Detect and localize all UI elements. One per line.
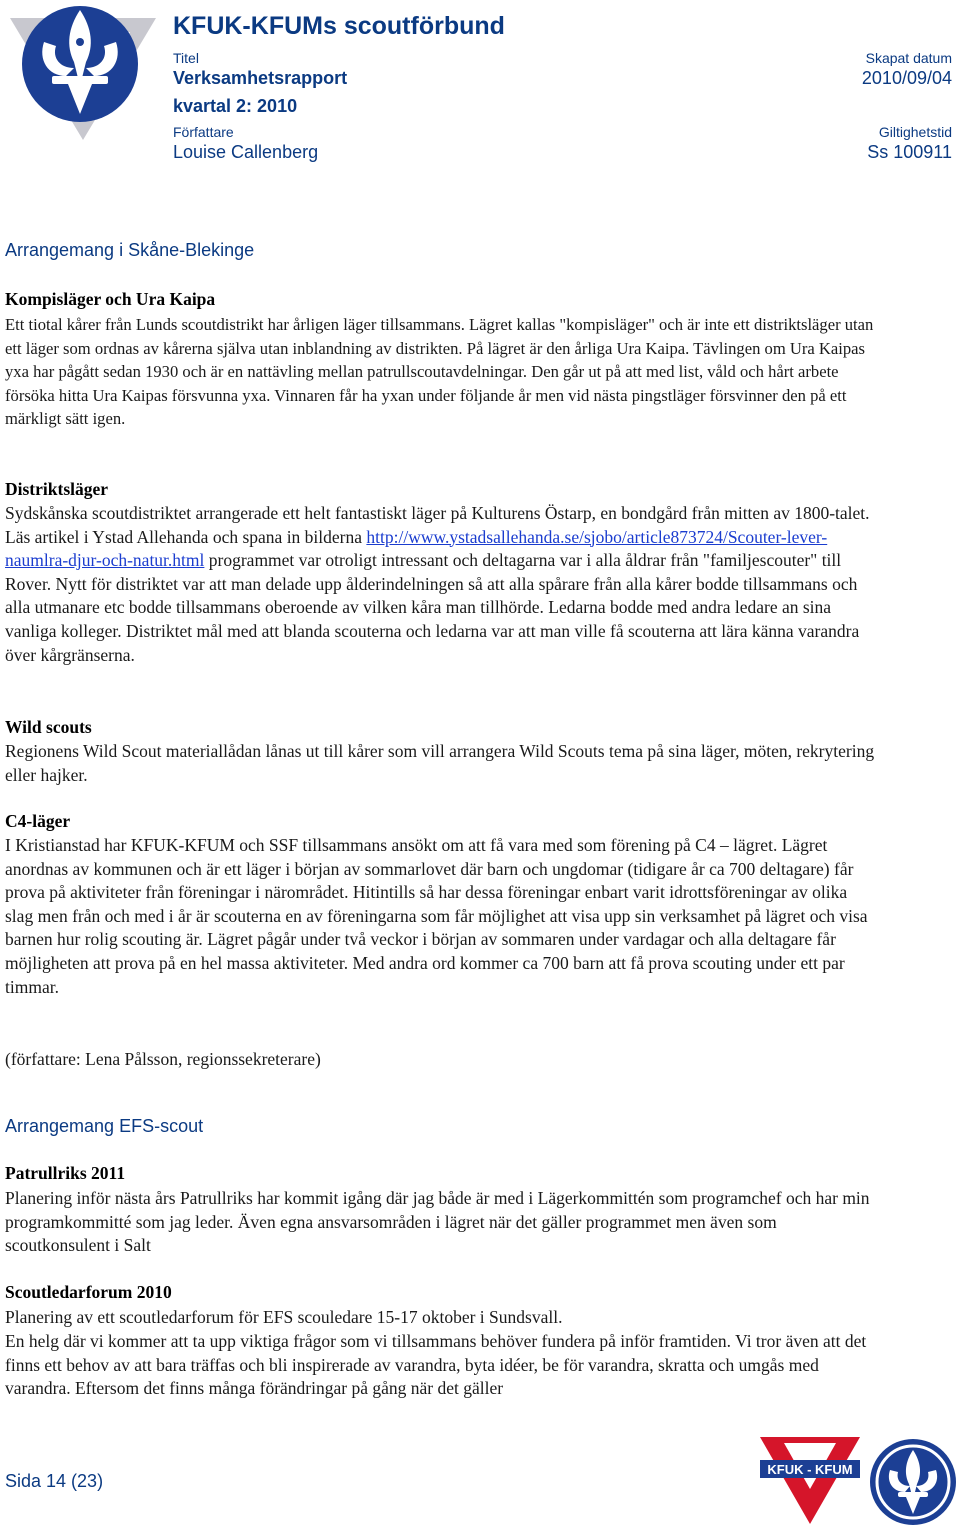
kfuk-kfum-logo-text: KFUK - KFUM — [767, 1462, 853, 1477]
author-value: Louise Callenberg — [173, 142, 319, 162]
heading-kompislager: Kompisläger och Ura Kaipa — [5, 289, 216, 309]
validity-label: Giltighetstid — [878, 124, 952, 140]
section-title-efs-scout: Arrangemang EFS-scout — [5, 1116, 204, 1136]
paragraph-scoutledarforum-details: En helg där vi kommer att ta upp viktiga frågor som vi tillsammans behöver fundera på inför framtiden. Vi tror även att det finns ett behov av att bara träffas och bli inspirerade av varandra, byta idéer, be för varandra, skratta och umgås med varandra. Eftersom det finns många förändringar på gång när det gäller — [5, 1331, 867, 1399]
title-label: Titel — [173, 50, 199, 66]
document-title: Verksamhetsrapport — [173, 68, 348, 88]
heading-c4-lager: C4-läger — [5, 811, 71, 831]
distriktslager-details: programmet var otroligt intressant och deltagarna var i alla åldrar från "familjescouter" till Rover. Nytt för distriktet var att man delade upp ålderindelningen så att alla spårare från alla kårer bodde tillsammans och alla utmanare etc bodde tillsammans oberoende av vilken kåra man tillhörde. Ledarna bodde med andra ledare an sina vanliga kolleger. Distriktet mål med att blanda scouterna och ledarna var att man ville få scouterna att lära känna varandra över kårgränserna. — [5, 550, 860, 665]
heading-wild-scouts: Wild scouts — [5, 717, 92, 737]
author-credit: (författare: Lena Pålsson, regionssekreterare) — [5, 1049, 321, 1069]
heading-distriktslager: Distriktsläger — [5, 479, 109, 499]
author-label: Författare — [173, 124, 234, 140]
paragraph-wild-scouts: Regionens Wild Scout materiallådan lånas ut till kårer som vill arrangera Wild Scouts tema på sina läger, möten, rekrytering eller hajker. — [5, 741, 875, 785]
organization-title: KFUK-KFUMs scoutförbund — [173, 12, 505, 40]
page-number: Sida 14 (23) — [5, 1471, 104, 1491]
ystad-allehanda-link[interactable]: http://www.ystadsallehanda.se/sjobo/article873724/Scouter-lever-naumlra-djur-och-natur.html — [5, 526, 828, 571]
scout-fleur-de-lis-logo — [868, 1438, 958, 1526]
paragraph-patrullriks: Planering inför nästa års Patrullriks har kommit igång där jag både är med i Lägerkommittén som programchef och har min programkommitté som jag leder. Även egna ansvarsområden i lägret när det gäller programmet men även som scoutkonsulent i Salt — [5, 1188, 870, 1256]
created-date-value: 2010/09/04 — [861, 68, 952, 88]
section-title-skane-blekinge: Arrangemang i Skåne-Blekinge — [5, 240, 255, 260]
kfuk-kfum-scout-logo — [8, 2, 158, 142]
paragraph-c4-lager: I Kristianstad har KFUK-KFUM och SSF tillsammans ansökt om att få vara med som förening på C4 – lägret. Lägret anordnas av kommunen och är ett läger i början av sommarlovet där barn och ungdomar (tidigare år ca 700 deltagare) får prova på aktiviteter från föreningar i närområdet. Hitintills så har dessa föreningar enbart varit idrottsföreningar av olika slag men från och med i år är scouterna en av föreningarna som får möjlighet att visa upp sin verksamhet på lägret och visa barnen hur rolig scouting är. Lägret pågår under två veckor i början av sommaren under vardagar och alla deltagare får möjligheten att prova på en hel massa aktiviteter. Med andra ord kommer ca 700 barn att få prova scouting under ett par timmar. — [5, 835, 868, 997]
paragraph-kompislager: Ett tiotal kårer från Lunds scoutdistrikt har årligen läger tillsammans. Lägret kallas "kompisläger" och är inte ett distriktsläger utan ett läger som ordnas av kårerna själva utan inblandning av distrikten. På lägret är den årliga Ura Kaipa. Tävlingen om Ura Kaipas yxa har pågått sedan 1930 och är en nattävling mellan patrullscoutavdelningar. Den går ut på att med list, våld och hårt arbete försöka hitta Ura Kaipas försvunna yxa. Vinnaren får ha yxan under följande år men vid nästa pingstläger försvinner den på ett märkligt sätt igen. — [5, 315, 874, 429]
paragraph-scoutledarforum-planning: Planering av ett scoutledarforum för EFS scouledare 15-17 oktober i Sundsvall. — [5, 1307, 563, 1327]
kfuk-kfum-logo — [760, 1437, 860, 1524]
heading-patrullriks: Patrullriks 2011 — [5, 1163, 126, 1183]
document-subtitle: kvartal 2: 2010 — [173, 96, 298, 116]
heading-scoutledarforum: Scoutledarforum 2010 — [5, 1282, 172, 1302]
created-date-label: Skapat datum — [865, 50, 952, 66]
paragraph-distriktslager — [5, 502, 875, 667]
validity-value: Ss 100911 — [867, 142, 952, 162]
distriktslager-intro: Sydskånska scoutdistriktet arrangerade ett helt fantastiskt läger på Kulturens Östarp, en bondgård från mitten av 1800-talet. Läs artikel i Ystad Allehanda och spana in bilderna — [5, 503, 870, 547]
